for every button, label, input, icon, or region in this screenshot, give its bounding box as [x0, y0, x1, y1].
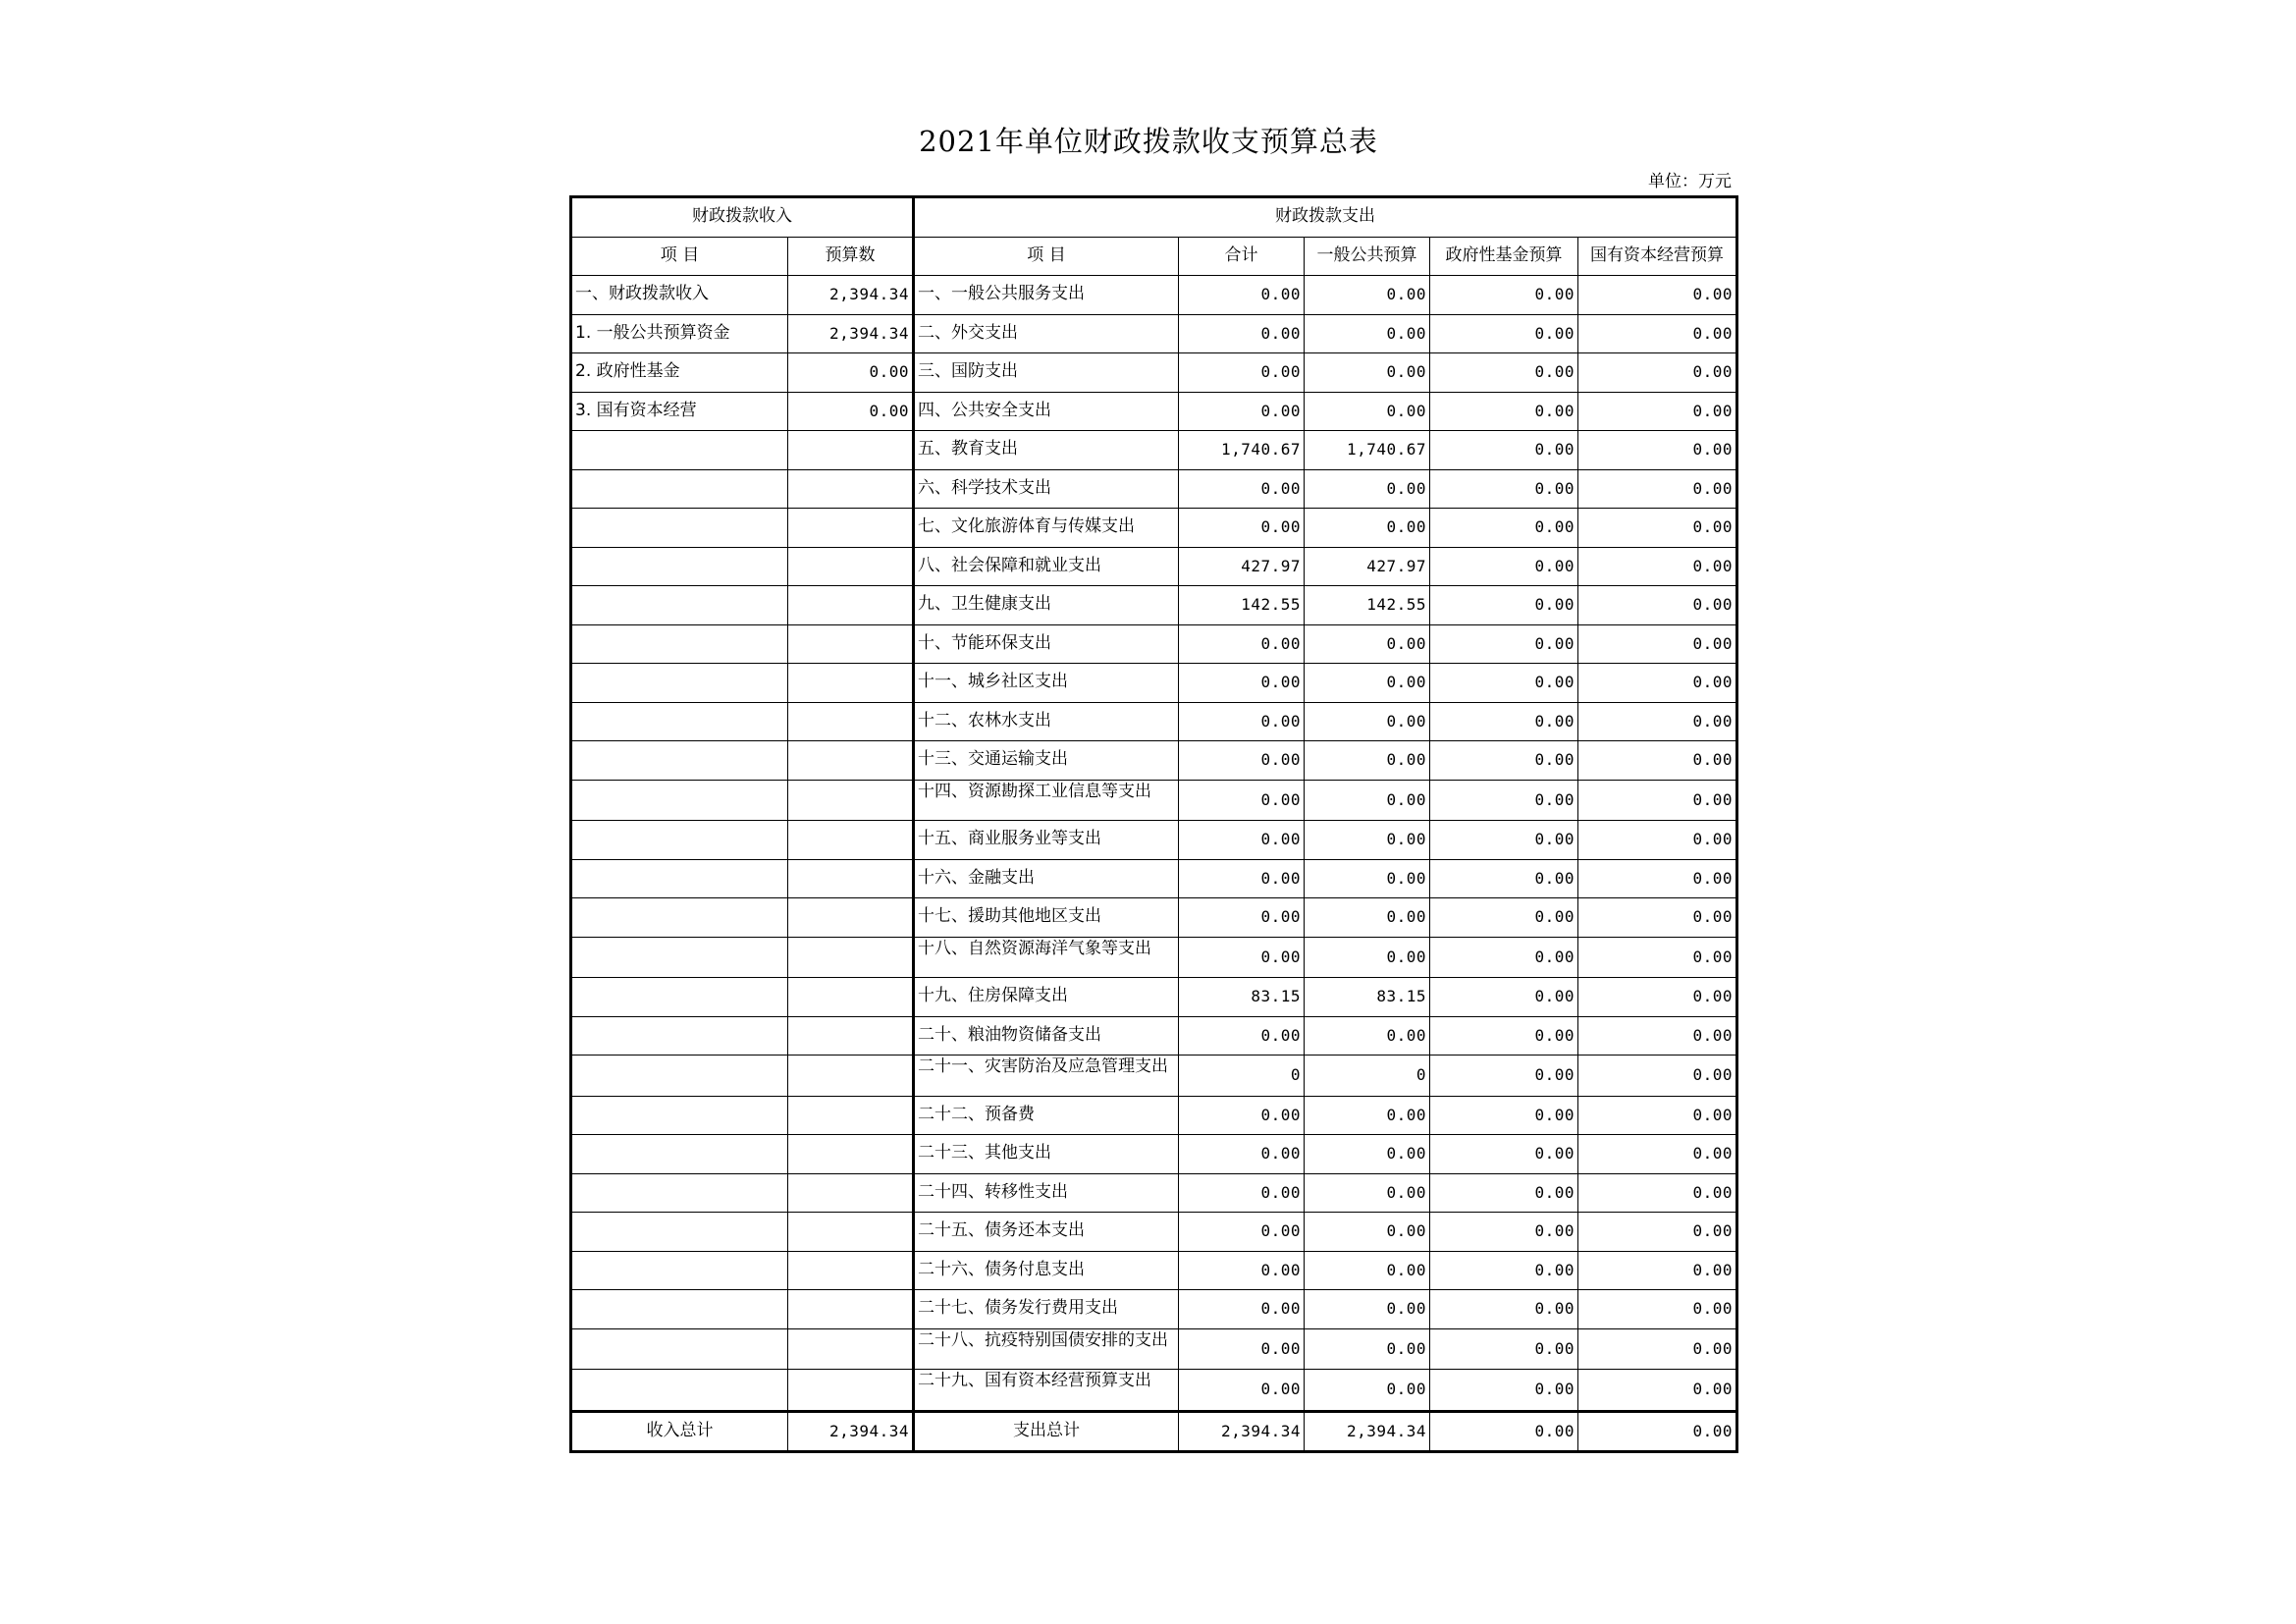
expense-item-cell: 二十五、债务还本支出 [914, 1213, 1179, 1252]
budget-table [569, 195, 1738, 1453]
expense-item-cell: 八、社会保障和就业支出 [914, 547, 1179, 586]
income-item-cell [571, 509, 788, 548]
general-budget-header: 一般公共预算 [1305, 237, 1430, 276]
general-budget-cell: 0.00 [1305, 898, 1430, 938]
general-budget-cell: 0.00 [1305, 859, 1430, 898]
general-budget-cell: 0.00 [1305, 1016, 1430, 1056]
income-amount-cell [788, 780, 914, 821]
table-body [571, 197, 1737, 1452]
expense-item-cell: 二十六、债务付息支出 [914, 1251, 1179, 1290]
gov-fund-cell: 0.00 [1430, 780, 1578, 821]
expense-item-header: 项 目 [914, 237, 1179, 276]
gov-fund-cell: 0.00 [1430, 664, 1578, 703]
state-capital-cell: 0.00 [1578, 978, 1737, 1017]
expense-item-cell: 十、节能环保支出 [914, 624, 1179, 664]
total-cell: 0.00 [1179, 1173, 1305, 1213]
gov-fund-cell: 0.00 [1430, 978, 1578, 1017]
gov-fund-cell: 0.00 [1430, 509, 1578, 548]
general-budget-cell: 0.00 [1305, 821, 1430, 860]
expense-item-cell: 十二、农林水支出 [914, 702, 1179, 741]
total-cell: 1,740.67 [1179, 431, 1305, 470]
total-cell: 0.00 [1179, 1370, 1305, 1412]
expense-item-cell-text: 二十八、抗疫特别国债安排的支出 [918, 1330, 1168, 1350]
state-capital-cell: 0.00 [1578, 392, 1737, 431]
group-header-row [571, 197, 1737, 238]
income-item-cell [571, 1096, 788, 1135]
gov-fund-cell: 0.00 [1430, 702, 1578, 741]
table-row [571, 898, 1737, 938]
general-budget-cell: 0.00 [1305, 509, 1430, 548]
general-budget-cell: 1,740.67 [1305, 431, 1430, 470]
income-amount-cell [788, 664, 914, 703]
table-row [571, 469, 1737, 509]
table-row [571, 702, 1737, 741]
total-cell: 0.00 [1179, 392, 1305, 431]
table-row [571, 586, 1737, 625]
state-capital-cell: 0.00 [1578, 469, 1737, 509]
state-capital-cell: 0.00 [1578, 624, 1737, 664]
income-item-cell [571, 978, 788, 1017]
income-total-label: 收入总计 [571, 1411, 788, 1452]
expense-item-cell: 六、科学技术支出 [914, 469, 1179, 509]
gov-fund-cell: 0.00 [1430, 1135, 1578, 1174]
state-capital-cell: 0.00 [1578, 898, 1737, 938]
general-budget-cell: 0.00 [1305, 624, 1430, 664]
gov-fund-cell: 0.00 [1430, 624, 1578, 664]
expense-item-cell: 九、卫生健康支出 [914, 586, 1179, 625]
income-amount-cell [788, 624, 914, 664]
gov-fund-header: 政府性基金预算 [1430, 237, 1578, 276]
gov-fund-cell: 0.00 [1430, 859, 1578, 898]
total-cell: 0.00 [1179, 1016, 1305, 1056]
expense-total-label: 支出总计 [914, 1411, 1179, 1452]
total-cell: 0.00 [1179, 509, 1305, 548]
state-capital-cell: 0.00 [1578, 1328, 1737, 1370]
total-cell: 0.00 [1179, 1135, 1305, 1174]
table-row [571, 664, 1737, 703]
general-budget-cell: 0.00 [1305, 1251, 1430, 1290]
state-capital-cell: 0.00 [1578, 547, 1737, 586]
general-budget-cell: 0.00 [1305, 1213, 1430, 1252]
state-capital-cell: 0.00 [1578, 586, 1737, 625]
expense-item-cell-text: 十八、自然资源海洋气象等支出 [918, 939, 1151, 958]
gov-fund-cell: 0.00 [1430, 1213, 1578, 1252]
state-capital-cell: 0.00 [1578, 353, 1737, 393]
expense-item-cell [914, 1370, 1179, 1412]
expense-item-cell: 十七、援助其他地区支出 [914, 898, 1179, 938]
income-item-cell [571, 469, 788, 509]
table-row [571, 1096, 1737, 1135]
total-cell: 0.00 [1179, 821, 1305, 860]
income-item-cell [571, 1328, 788, 1370]
gov-fund-cell: 0.00 [1430, 741, 1578, 781]
income-item-cell [571, 624, 788, 664]
total-cell: 0.00 [1179, 276, 1305, 315]
general-budget-cell: 0.00 [1305, 702, 1430, 741]
state-capital-cell: 0.00 [1578, 937, 1737, 978]
total-header: 合计 [1179, 237, 1305, 276]
general-budget-cell: 0.00 [1305, 1173, 1430, 1213]
gov-fund-cell: 0.00 [1430, 276, 1578, 315]
table-row [571, 314, 1737, 353]
state-capital-cell: 0.00 [1578, 314, 1737, 353]
state-capital-cell: 0.00 [1578, 859, 1737, 898]
state-capital-cell: 0.00 [1578, 1213, 1737, 1252]
expense-item-cell: 四、公共安全支出 [914, 392, 1179, 431]
income-amount-cell [788, 1016, 914, 1056]
gov-fund-cell: 0.00 [1430, 1290, 1578, 1329]
income-item-cell [571, 1056, 788, 1097]
state-capital-cell: 0.00 [1578, 664, 1737, 703]
page-title: 2021年单位财政拨款收支预算总表 [919, 125, 1378, 158]
gov-fund-cell: 0.00 [1430, 469, 1578, 509]
expense-item-cell: 二、外交支出 [914, 314, 1179, 353]
general-total-cell: 2,394.34 [1305, 1411, 1430, 1452]
gov-fund-cell: 0.00 [1430, 547, 1578, 586]
table-row [571, 741, 1737, 781]
gov-fund-cell: 0.00 [1430, 314, 1578, 353]
expense-item-cell [914, 1328, 1179, 1370]
state-capital-cell: 0.00 [1578, 1290, 1737, 1329]
table-row [571, 1251, 1737, 1290]
gov-fund-cell: 0.00 [1430, 1370, 1578, 1412]
state-capital-cell: 0.00 [1578, 702, 1737, 741]
total-cell: 427.97 [1179, 547, 1305, 586]
state-capital-cell: 0.00 [1578, 1096, 1737, 1135]
income-amount-cell [788, 469, 914, 509]
income-item-cell [571, 859, 788, 898]
gov-fund-cell: 0.00 [1430, 1056, 1578, 1097]
expense-item-cell-text: 二十一、灾害防治及应急管理支出 [918, 1057, 1168, 1076]
income-item-cell [571, 741, 788, 781]
income-item-cell: 1. 一般公共预算资金 [571, 314, 788, 353]
general-budget-cell: 0.00 [1305, 1290, 1430, 1329]
income-item-cell [571, 547, 788, 586]
state-capital-header: 国有资本经营预算 [1578, 237, 1737, 276]
state-capital-cell: 0.00 [1578, 1370, 1737, 1412]
expense-item-cell: 十一、城乡社区支出 [914, 664, 1179, 703]
income-item-cell [571, 1290, 788, 1329]
income-group-header: 财政拨款收入 [571, 197, 914, 238]
income-amount-header: 预算数 [788, 237, 914, 276]
income-amount-cell [788, 1251, 914, 1290]
state-capital-cell: 0.00 [1578, 431, 1737, 470]
income-amount-cell [788, 547, 914, 586]
table-row [571, 624, 1737, 664]
income-item-cell [571, 1016, 788, 1056]
gov-fund-cell: 0.00 [1430, 1328, 1578, 1370]
general-budget-cell: 142.55 [1305, 586, 1430, 625]
total-cell: 0.00 [1179, 1096, 1305, 1135]
income-amount-cell [788, 741, 914, 781]
general-budget-cell: 427.97 [1305, 547, 1430, 586]
total-cell: 0.00 [1179, 314, 1305, 353]
state-capital-cell: 0.00 [1578, 1135, 1737, 1174]
general-budget-cell: 0.00 [1305, 1135, 1430, 1174]
income-amount-cell [788, 1213, 914, 1252]
total-cell: 142.55 [1179, 586, 1305, 625]
table-row [571, 431, 1737, 470]
table-row [571, 937, 1737, 978]
table-row [571, 1290, 1737, 1329]
income-amount-cell [788, 1056, 914, 1097]
expense-group-header: 财政拨款支出 [914, 197, 1737, 238]
income-amount-cell [788, 1096, 914, 1135]
expense-item-cell-text: 十四、资源勘探工业信息等支出 [918, 782, 1151, 801]
expense-item-cell: 十五、商业服务业等支出 [914, 821, 1179, 860]
income-amount-cell [788, 1370, 914, 1412]
income-item-cell [571, 702, 788, 741]
state-capital-cell: 0.00 [1578, 509, 1737, 548]
income-item-cell [571, 1370, 788, 1412]
state-capital-cell: 0.00 [1578, 1251, 1737, 1290]
total-cell: 0.00 [1179, 1328, 1305, 1370]
total-cell: 0.00 [1179, 469, 1305, 509]
expense-item-cell: 十三、交通运输支出 [914, 741, 1179, 781]
income-item-cell: 3. 国有资本经营 [571, 392, 788, 431]
expense-item-cell [914, 1056, 1179, 1097]
general-budget-cell: 83.15 [1305, 978, 1430, 1017]
income-amount-cell [788, 702, 914, 741]
income-item-cell [571, 898, 788, 938]
expense-item-cell [914, 780, 1179, 821]
general-budget-cell: 0.00 [1305, 937, 1430, 978]
table-row [571, 821, 1737, 860]
income-item-cell [571, 1251, 788, 1290]
general-budget-cell: 0.00 [1305, 1328, 1430, 1370]
general-budget-cell: 0.00 [1305, 353, 1430, 393]
income-amount-cell [788, 1328, 914, 1370]
expense-item-cell: 二十三、其他支出 [914, 1135, 1179, 1174]
income-amount-cell: 2,394.34 [788, 276, 914, 315]
table-row [571, 780, 1737, 821]
general-budget-cell: 0.00 [1305, 1370, 1430, 1412]
income-item-cell [571, 1173, 788, 1213]
income-amount-cell [788, 898, 914, 938]
income-item-header: 项 目 [571, 237, 788, 276]
table-row [571, 547, 1737, 586]
expense-item-cell: 二十四、转移性支出 [914, 1173, 1179, 1213]
general-budget-cell: 0.00 [1305, 1096, 1430, 1135]
capital-total-cell: 0.00 [1578, 1411, 1737, 1452]
gov-fund-cell: 0.00 [1430, 937, 1578, 978]
total-cell: 0.00 [1179, 741, 1305, 781]
income-amount-cell: 0.00 [788, 353, 914, 393]
table-row [571, 1213, 1737, 1252]
income-amount-cell [788, 586, 914, 625]
grand-total-cell: 2,394.34 [1179, 1411, 1305, 1452]
state-capital-cell: 0.00 [1578, 1173, 1737, 1213]
gov-fund-cell: 0.00 [1430, 1251, 1578, 1290]
total-cell: 0.00 [1179, 664, 1305, 703]
income-item-cell [571, 780, 788, 821]
general-budget-cell: 0.00 [1305, 780, 1430, 821]
expense-item-cell: 七、文化旅游体育与传媒支出 [914, 509, 1179, 548]
state-capital-cell: 0.00 [1578, 276, 1737, 315]
gov-fund-cell: 0.00 [1430, 821, 1578, 860]
table-row [571, 1370, 1737, 1412]
income-item-cell [571, 586, 788, 625]
expense-item-cell: 五、教育支出 [914, 431, 1179, 470]
expense-item-cell: 一、一般公共服务支出 [914, 276, 1179, 315]
income-amount-cell [788, 1135, 914, 1174]
total-cell: 0.00 [1179, 1251, 1305, 1290]
income-item-cell [571, 431, 788, 470]
income-item-cell: 一、财政拨款收入 [571, 276, 788, 315]
income-amount-cell [788, 509, 914, 548]
general-budget-cell: 0 [1305, 1056, 1430, 1097]
gov-fund-cell: 0.00 [1430, 1096, 1578, 1135]
income-amount-cell [788, 937, 914, 978]
totals-row [571, 1411, 1737, 1452]
income-item-cell [571, 937, 788, 978]
expense-item-cell: 十六、金融支出 [914, 859, 1179, 898]
expense-item-cell [914, 937, 1179, 978]
total-cell: 0.00 [1179, 780, 1305, 821]
income-item-cell [571, 664, 788, 703]
state-capital-cell: 0.00 [1578, 821, 1737, 860]
general-budget-cell: 0.00 [1305, 664, 1430, 703]
total-cell: 0.00 [1179, 702, 1305, 741]
table-row [571, 978, 1737, 1017]
column-header-row [571, 237, 1737, 276]
table-row [571, 1056, 1737, 1097]
total-cell: 0.00 [1179, 898, 1305, 938]
income-amount-cell [788, 1290, 914, 1329]
total-cell: 0 [1179, 1056, 1305, 1097]
gov-fund-cell: 0.00 [1430, 586, 1578, 625]
total-cell: 0.00 [1179, 1213, 1305, 1252]
table-row [571, 509, 1737, 548]
table-row [571, 353, 1737, 393]
income-amount-cell: 0.00 [788, 392, 914, 431]
table-row [571, 1016, 1737, 1056]
gov-fund-cell: 0.00 [1430, 1016, 1578, 1056]
income-item-cell [571, 1135, 788, 1174]
income-amount-cell [788, 1173, 914, 1213]
income-amount-cell [788, 431, 914, 470]
expense-item-cell: 三、国防支出 [914, 353, 1179, 393]
unit-label: 单位：万元 [1648, 172, 1732, 191]
table-row [571, 1135, 1737, 1174]
gov-fund-cell: 0.00 [1430, 1173, 1578, 1213]
general-budget-cell: 0.00 [1305, 392, 1430, 431]
gov-fund-cell: 0.00 [1430, 898, 1578, 938]
expense-item-cell: 二十七、债务发行费用支出 [914, 1290, 1179, 1329]
income-item-cell: 2. 政府性基金 [571, 353, 788, 393]
income-amount-cell [788, 859, 914, 898]
gov-fund-cell: 0.00 [1430, 431, 1578, 470]
fund-total-cell: 0.00 [1430, 1411, 1578, 1452]
general-budget-cell: 0.00 [1305, 314, 1430, 353]
table-row [571, 392, 1737, 431]
income-amount-cell: 2,394.34 [788, 314, 914, 353]
gov-fund-cell: 0.00 [1430, 353, 1578, 393]
state-capital-cell: 0.00 [1578, 780, 1737, 821]
total-cell: 83.15 [1179, 978, 1305, 1017]
income-item-cell [571, 1213, 788, 1252]
general-budget-cell: 0.00 [1305, 741, 1430, 781]
total-cell: 0.00 [1179, 624, 1305, 664]
state-capital-cell: 0.00 [1578, 741, 1737, 781]
total-cell: 0.00 [1179, 1290, 1305, 1329]
table-row [571, 276, 1737, 315]
expense-item-cell: 二十二、预备费 [914, 1096, 1179, 1135]
total-cell: 0.00 [1179, 937, 1305, 978]
income-amount-cell [788, 821, 914, 860]
income-amount-cell [788, 978, 914, 1017]
table-row [571, 1328, 1737, 1370]
table-row [571, 859, 1737, 898]
expense-item-cell: 二十、粮油物资储备支出 [914, 1016, 1179, 1056]
total-cell: 0.00 [1179, 353, 1305, 393]
gov-fund-cell: 0.00 [1430, 392, 1578, 431]
expense-item-cell-text: 二十九、国有资本经营预算支出 [918, 1372, 1151, 1390]
state-capital-cell: 0.00 [1578, 1056, 1737, 1097]
income-item-cell [571, 821, 788, 860]
general-budget-cell: 0.00 [1305, 469, 1430, 509]
expense-item-cell: 十九、住房保障支出 [914, 978, 1179, 1017]
total-cell: 0.00 [1179, 859, 1305, 898]
income-total-amount: 2,394.34 [788, 1411, 914, 1452]
general-budget-cell: 0.00 [1305, 276, 1430, 315]
table-row [571, 1173, 1737, 1213]
state-capital-cell: 0.00 [1578, 1016, 1737, 1056]
